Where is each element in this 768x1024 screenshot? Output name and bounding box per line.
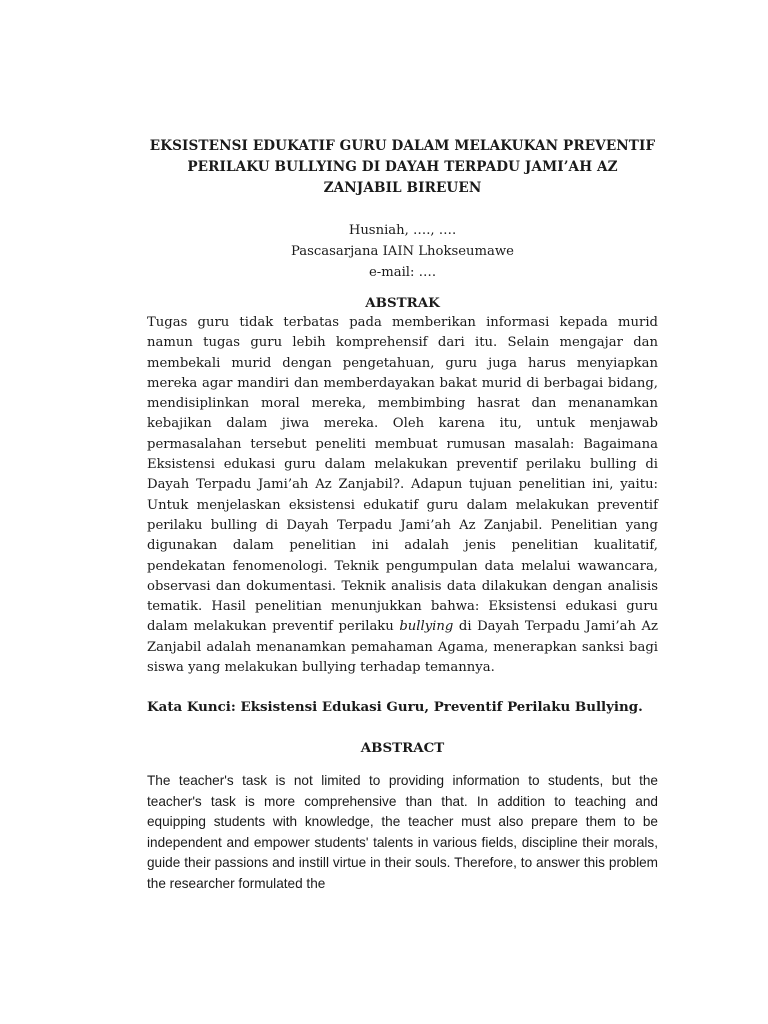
author-block	[147, 220, 658, 283]
paper-title	[147, 136, 658, 199]
abstract-heading: ABSTRACT	[360, 740, 445, 757]
title-line-3: ZANJABIL BIREUEN	[323, 180, 482, 196]
abstrak-heading: ABSTRAK	[365, 295, 440, 311]
abstrak-text-part-1: Tugas guru tidak terbatas pada memberikan informasi kepada murid namun tugas guru lebih komprehensif dari itu. Selain mengajar dan membekali murid dengan pengetahuan, guru juga harus menyiapkan mereka agar mandiri dan memberdayakan bakat murid di berbagai bidang, mendisiplinkan moral mereka, membimbing hasrat dan menanamkan kebajikan dalam jiwa mereka. Oleh karena itu, untuk menjawab permasalahan tersebut peneliti membuat rumusan masalah: Bagaimana Eksistensi edukasi guru dalam melakukan preventif perilaku bulling di Dayah Terpadu Jami’ah Az Zanjabil?. Adapun tujuan penelitian ini, yaitu: Untuk menjelaskan eksistensi edukatif guru dalam melakukan preventif perilaku bulling di Dayah Terpadu Jami’ah Az Zanjabil. Penelitian yang digunakan dalam penelitian ini adalah jenis penelitian kualitatif, pendekatan fenomenologi. Teknik pengumpulan data melalui wawancara, observasi dan dokumentasi. Teknik analisis data dilakukan dengan analisis tematik. Hasil penelitian menunjukkan bahwa: Eksistensi edukasi guru dalam melakukan preventif perilaku	[147, 315, 658, 635]
abstrak-italic-term: bullying	[399, 619, 454, 635]
abstract-text: The teacher's task is not limited to providing information to students, but the teacher's task is more comprehensive than that. In addition to teaching and equipping students with knowledge, the teacher must also prepare them to be independent and empower students' talents in various fields, discipline their morals, guide their passions and instill virtue in their souls. Therefore, to answer this problem the researcher formulated the	[147, 773, 658, 891]
author-email: e-mail: ….	[368, 265, 437, 280]
author-names: Husniah, …., ….	[348, 223, 457, 238]
author-affiliation: Pascasarjana IAIN Lhokseumawe	[291, 244, 514, 259]
abstrak-text-part-2: di Dayah Terpadu Jami’ah Az Zanjabil adalah menanamkan pemahaman Agama, menerapkan sanksi bagi siswa yang melakukan bullying terhadap temannya.	[147, 619, 658, 676]
title-line-2: PERILAKU BULLYING DI DAYAH TERPADU JAMI’AH AZ	[187, 159, 618, 175]
keywords-line: Kata Kunci: Eksistensi Edukasi Guru, Preventif Perilaku Bullying.	[147, 699, 643, 716]
title-line-1: EKSISTENSI EDUKATIF GURU DALAM MELAKUKAN PREVENTIF	[149, 138, 656, 154]
abstrak-text	[147, 313, 658, 678]
